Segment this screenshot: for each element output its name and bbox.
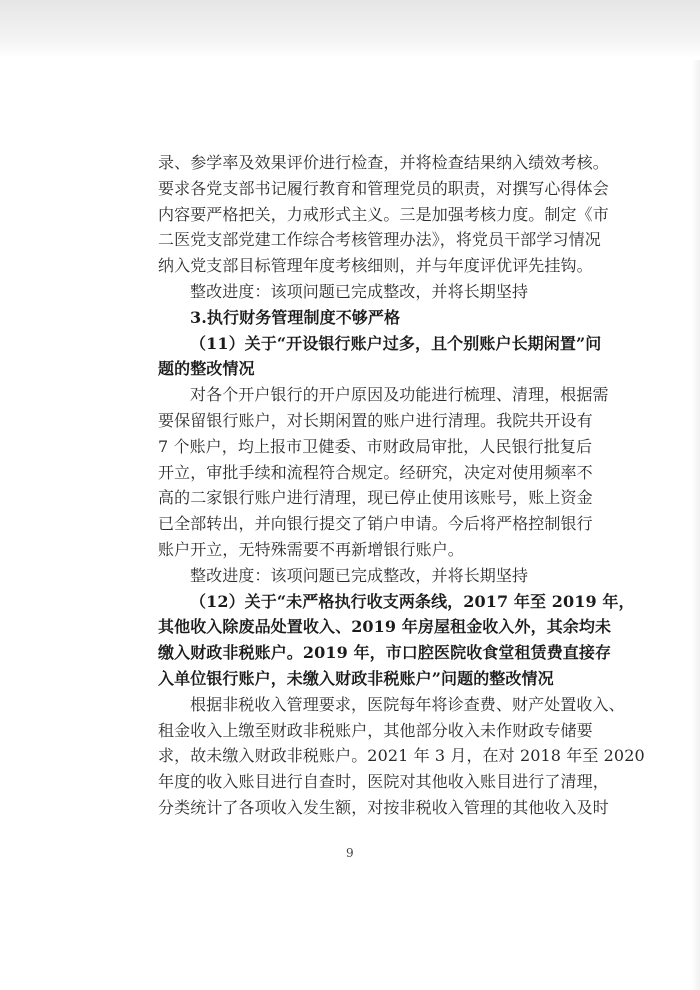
text-line: 对各个开户银行的开户原因及功能进行梳理、清理，根据需	[190, 385, 609, 405]
text-line: 开立，审批手续和流程符合规定。经研究，决定对使用频率不	[158, 462, 593, 482]
text-line: 二医党支部党建工作综合考核管理办法》，将党员干部学习情况	[158, 230, 601, 250]
text-line: 分类统计了各项收入发生额，对按非税收入管理的其他收入及时	[158, 798, 609, 817]
text-line: 3.执行财务管理制度不够严格	[190, 307, 401, 327]
text-line: 整改进度：该项问题已完成整改，并将长期坚持	[190, 565, 529, 585]
page-number: 9	[346, 846, 354, 860]
text-line: 根据非税收入管理要求，医院每年将诊查费、财产处置收入、	[190, 694, 625, 714]
text-line: 其他收入除废品处置收入、2019 年房屋租金收入外，其余均未	[158, 617, 612, 637]
text-line: 入单位银行账户，未缴入财政非税账户”问题的整改情况	[158, 669, 554, 688]
text-line: 账户开立，无特殊需要不再新增银行账户。	[158, 540, 464, 559]
text-line: 要保留银行账户，对长期闲置的账户进行清理。我院共开设有	[158, 411, 593, 430]
text-line: 内容要严格把关，力戒形式主义。三是加强考核力度。制定《市	[158, 204, 609, 224]
text-line: 租金收入上缴至财政非税账户，其他部分收入未作财政专储要	[158, 720, 593, 740]
scan-right-shadow	[692, 60, 700, 990]
text-line: （12）关于“未严格执行收支两条线，2017 年至 2019 年，	[190, 591, 635, 611]
text-line: 题的整改情况	[158, 359, 255, 379]
text-line: （11）关于“开设银行账户过多，且个别账户长期闲置”问	[190, 333, 602, 353]
text-line: 已全部转出，并向银行提交了销户申请。今后将严格控制银行	[158, 514, 593, 534]
scan-top-edge	[0, 0, 700, 58]
text-line: 求，故未缴入财政非税账户。2021 年 3 月，在对 2018 年至 2020	[158, 746, 645, 766]
text-line: 录、参学率及效果评价进行检查，并将检查结果纳入绩效考核。	[158, 153, 609, 172]
text-line: 纳入党支部目标管理年度考核细则，并与年度评优评先挂钩。	[158, 256, 593, 276]
text-line: 高的二家银行账户进行清理，现已停止使用该账号，账上资金	[158, 488, 593, 508]
text-line: 缴入财政非税账户。2019 年，市口腔医院收食堂租赁费直接存	[158, 643, 612, 663]
text-line: 年度的收入账目进行自查时，医院对其他收入账目进行了清理，	[158, 772, 609, 792]
text-line: 7 个账户，均上报市卫健委、市财政局审批，人民银行批复后	[158, 436, 593, 456]
text-line: 要求各党支部书记履行教育和管理党员的职责，对撰写心得体会	[158, 178, 609, 198]
text-line: 整改进度：该项问题已完成整改，并将长期坚持	[190, 282, 529, 301]
